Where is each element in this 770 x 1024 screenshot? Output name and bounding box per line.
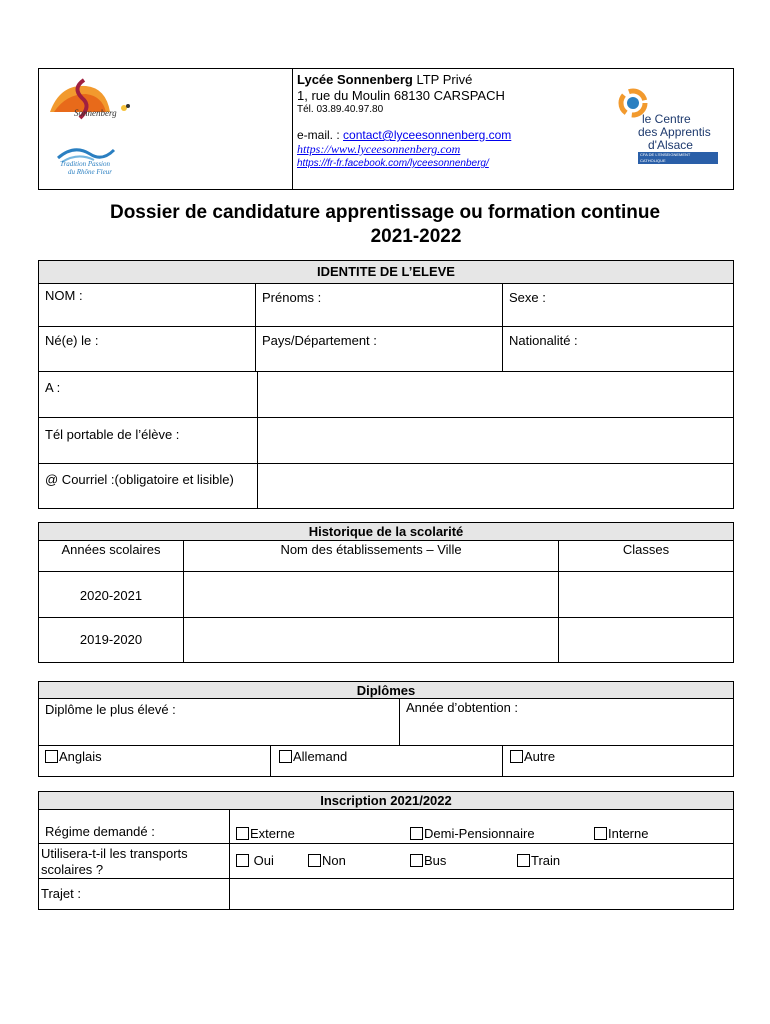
lang-anglais-checkbox[interactable] [45, 750, 58, 763]
regime-interne-checkbox[interactable] [594, 827, 607, 840]
nationalite-field[interactable] [502, 326, 734, 372]
a-label: A : [45, 380, 61, 395]
nom-field[interactable] [38, 283, 256, 327]
inscription-heading: Inscription 2021/2022 [38, 791, 734, 810]
email-link[interactable]: contact@lyceesonnenberg.com [343, 128, 512, 142]
lang-anglais-label: Anglais [59, 749, 102, 764]
transport-bus-option[interactable] [410, 853, 446, 868]
prenoms-label: Prénoms : [262, 290, 322, 305]
transport-label-cell [38, 843, 230, 879]
history-col-years-label: Années scolaires [61, 542, 161, 557]
lang-allemand-option[interactable] [279, 749, 347, 764]
pays-label: Pays/Département : [262, 333, 377, 348]
history-col-years [38, 540, 184, 572]
lang-anglais-option[interactable] [45, 749, 102, 764]
history-heading: Historique de la scolarité [38, 522, 734, 541]
cfa-logo [616, 86, 726, 168]
regime-interne-option[interactable] [594, 826, 648, 841]
sonnenberg-logo-text [74, 108, 117, 118]
history-col-schools [183, 540, 559, 572]
school-name-line [297, 72, 472, 88]
river-logo-line1: Tradition Passion [60, 160, 110, 168]
logo-initial: S [74, 108, 79, 118]
transport-options-cell [229, 843, 734, 879]
languages-divider [270, 745, 271, 777]
history-row-class-input[interactable] [558, 571, 734, 618]
highest-diploma-field[interactable] [38, 698, 400, 746]
school-name: Lycée Sonnenberg [297, 72, 413, 87]
school-address: 1, rue du Moulin 68130 CARSPACH [297, 88, 505, 103]
history-row-school-input[interactable] [183, 617, 559, 663]
lang-autre-checkbox[interactable] [510, 750, 523, 763]
diplomas-heading: Diplômes [38, 681, 734, 699]
regime-externe-checkbox[interactable] [236, 827, 249, 840]
transport-bus-checkbox[interactable] [410, 854, 423, 867]
pays-field[interactable] [255, 326, 503, 372]
history-row-school-input[interactable] [183, 571, 559, 618]
languages-divider [502, 745, 503, 777]
a-label-cell [38, 371, 258, 418]
river-logo-line2: du Rhône Fleur [68, 168, 112, 176]
tel-label-cell [38, 417, 258, 464]
regime-label-cell [38, 809, 230, 844]
letterhead-divider [292, 68, 293, 190]
facebook-link-text[interactable]: https://fr-fr.facebook.com/lyceesonnenberg/ [297, 158, 489, 169]
transport-non-checkbox[interactable] [308, 854, 321, 867]
regime-interne-label: Interne [608, 826, 649, 841]
courriel-label: @ Courriel :(obligatoire et lisible) [45, 472, 234, 487]
courriel-field[interactable] [257, 463, 734, 509]
river-logo-text [60, 160, 112, 176]
tel-label: Tél portable de l’élève : [45, 427, 180, 442]
transport-train-label: Train [531, 853, 561, 868]
sexe-field[interactable] [502, 283, 734, 327]
transport-non-label: Non [322, 853, 346, 868]
history-row-class-input[interactable] [558, 617, 734, 663]
cfa-logo-line2: des Apprentis [638, 125, 711, 139]
transport-train-option[interactable] [517, 853, 560, 868]
transport-oui-checkbox[interactable] [236, 854, 249, 867]
regime-demi-checkbox[interactable] [410, 827, 423, 840]
lang-allemand-checkbox[interactable] [279, 750, 292, 763]
website-link[interactable] [297, 142, 460, 157]
courriel-label-cell [38, 463, 258, 509]
diploma-year-field[interactable] [399, 698, 734, 746]
prenoms-field[interactable] [255, 283, 503, 327]
website-link-text[interactable]: https://www.lyceesonnenberg.com [297, 142, 461, 156]
regime-demi-option[interactable] [410, 826, 535, 841]
trajet-label-cell [38, 878, 230, 910]
transport-bus-label: Bus [424, 853, 447, 868]
regime-label: Régime demandé : [45, 824, 155, 839]
trajet-label: Trajet : [41, 886, 81, 901]
ne-le-field[interactable] [38, 326, 256, 372]
transport-label-line2: scolaires ? [41, 862, 104, 877]
a-field[interactable] [257, 371, 734, 418]
regime-externe-label: Externe [250, 826, 295, 841]
sexe-label: Sexe : [509, 290, 546, 305]
cfa-logo-line1: le Centre [642, 112, 691, 126]
lang-autre-option[interactable] [510, 749, 555, 764]
highest-diploma-label: Diplôme le plus élevé : [45, 702, 176, 717]
regime-externe-option[interactable] [236, 826, 295, 841]
logo-word: onnenberg [78, 108, 117, 118]
transport-oui-label: Oui [253, 853, 274, 868]
transport-oui-option[interactable] [236, 853, 274, 868]
history-row-year-label: 2019-2020 [79, 632, 143, 647]
transport-label-line1: Utilisera-t-il les transports [41, 846, 188, 861]
cfa-logo-line3: d'Alsace [648, 138, 693, 152]
languages-row [38, 745, 734, 777]
transport-non-option[interactable] [308, 853, 346, 868]
page-title-line2: 2021-2022 [370, 226, 462, 247]
history-row-year [38, 571, 184, 618]
lang-allemand-label: Allemand [293, 749, 348, 764]
school-type: LTP Privé [416, 72, 473, 87]
trajet-field[interactable] [229, 878, 734, 910]
history-col-schools-label: Nom des établissements – Ville [280, 542, 462, 557]
regime-demi-label: Demi-Pensionnaire [424, 826, 535, 841]
ne-le-label: Né(e) le : [45, 333, 99, 348]
page-title [0, 201, 770, 249]
school-email-line [297, 127, 511, 143]
history-row-year-label: 2020-2021 [79, 588, 143, 603]
identity-heading: IDENTITE DE L’ELEVE [38, 260, 734, 284]
history-col-classes [558, 540, 734, 572]
lang-autre-label: Autre [524, 749, 556, 764]
nationalite-label: Nationalité : [509, 333, 578, 348]
page-title-line1: Dossier de candidature apprentissage ou formation continue [109, 202, 661, 223]
cfa-logo-badge: CFA DE L'ENSEIGNEMENT CATHOLIQUE [638, 152, 718, 164]
tel-field[interactable] [257, 417, 734, 464]
history-col-classes-label: Classes [622, 542, 670, 557]
school-phone: Tél. 03.89.40.97.80 [297, 104, 384, 115]
facebook-link[interactable] [297, 158, 489, 169]
nom-label: NOM : [45, 288, 83, 303]
history-row-year [38, 617, 184, 663]
diploma-year-label: Année d’obtention : [406, 700, 519, 715]
transport-train-checkbox[interactable] [517, 854, 530, 867]
sonnenberg-logo [44, 74, 134, 128]
email-label: e-mail. : [297, 128, 344, 142]
